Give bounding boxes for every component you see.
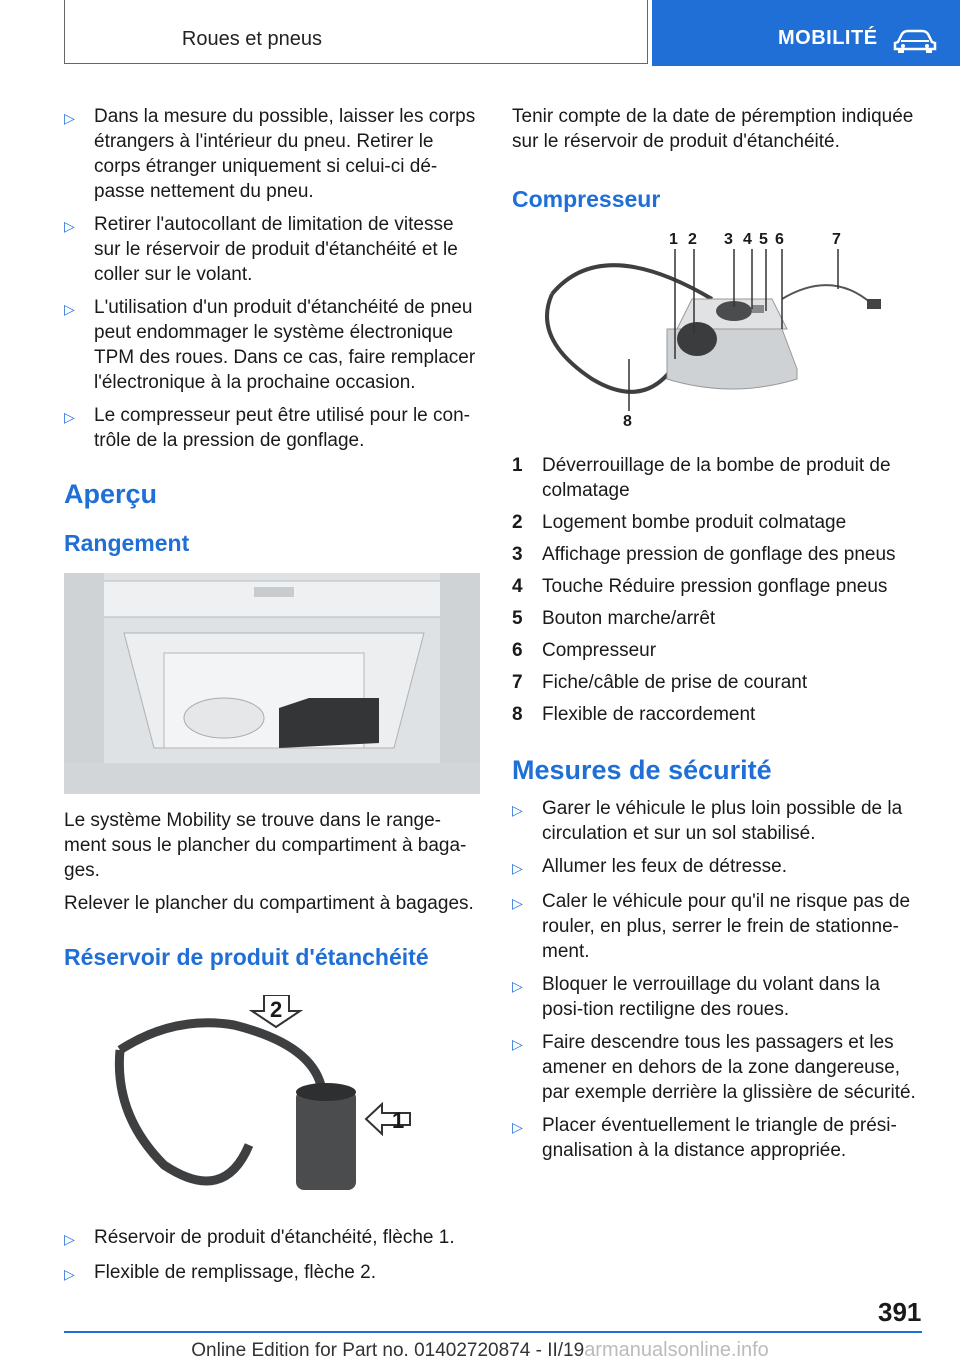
list-item: ▷ Flexible de remplissage, flèche 2. [64,1260,482,1287]
list-item: ▷ Placer éventuellement le triangle de prési-gnalisation à la distance appropriée. [512,1115,897,1161]
expiry-paragraph: Tenir compte de la date de péremption indiquée sur le réservoir de produit d'étanchéité. [512,106,914,152]
figure-label: 8 [623,413,632,430]
storage-paragraph: Le système Mobility se trouve dans le range-ment sous le plancher du compartiment à baga-ges. [64,810,467,881]
figure-label: 3 [724,231,733,248]
list-item: ▷ Bloquer le verrouillage du volant dans la posi-tion rectiligne des roues. [512,974,880,1020]
triangle-bullet-icon: ▷ [64,301,75,317]
chapter-title: MOBILITÉ [778,27,878,49]
triangle-bullet-icon: ▷ [64,409,75,425]
triangle-bullet-icon: ▷ [64,1266,75,1282]
figure-label: 1 [392,1108,405,1133]
figure-label: 2 [688,231,697,248]
reservoir-figure [64,995,480,1205]
triangle-bullet-icon: ▷ [512,895,523,911]
right-column [512,104,924,1171]
list-item: ▷ Allumer les feux de détresse. [512,854,924,881]
triangle-bullet-icon: ▷ [512,978,523,994]
list-item: ▷ L'utilisation d'un produit d'étanchéité de pneu peut endommager le système électronique TPM des roues. Dans ce cas, faire remplacer l'électronique à la prochaine occasion. [64,297,476,393]
chapter-tab[interactable] [652,0,960,66]
left-column [64,104,482,1295]
triangle-bullet-icon: ▷ [512,802,523,818]
list-item: ▷ Garer le véhicule le plus loin possible de la circulation et sur un sol stabilisé. [512,798,903,844]
trunk-photo [64,573,480,794]
page-number: 391 [878,1297,922,1327]
figure-label: 5 [759,231,768,248]
heading-compressor: Compresseur [512,186,661,212]
storage-paragraph: Relever le plancher du compartiment à bagages. [64,893,474,914]
triangle-bullet-icon: ▷ [64,218,75,234]
list-item: ▷ Le compresseur peut être utilisé pour le con-trôle de la pression de gonflage. [64,405,470,451]
figure-label: 7 [832,231,841,248]
figure-label: 4 [743,231,752,248]
figure-label: 2 [270,997,283,1022]
triangle-bullet-icon: ▷ [64,1231,75,1247]
car-icon [892,28,938,59]
triangle-bullet-icon: ▷ [512,860,523,876]
watermark-text: armanualsonline.info [584,1339,769,1361]
legend-item: 2 Logement bombe produit colmatage [512,512,847,533]
legend-item: 7 Fiche/câble de prise de courant [512,672,808,693]
list-item: ▷ Réservoir de produit d'étanchéité, flèche 1. [64,1225,482,1252]
list-item: ▷ Caler le véhicule pour qu'il ne risque pas de rouler, en plus, serrer le frein de stationne-ment. [512,891,911,962]
header-section-box [64,0,648,64]
footer-edition [0,1339,960,1362]
figure-label: 1 [669,231,678,248]
heading-reservoir: Réservoir de produit d'étanchéité [64,944,429,970]
list-item: ▷ Dans la mesure du possible, laisser les corps étrangers à l'intérieur du pneu. Retirer le corps étranger uniquement si celui-ci dé-passe nettement du pneu. [64,106,476,202]
triangle-bullet-icon: ▷ [64,110,75,126]
footer-divider [64,1331,922,1333]
compressor-figure [512,231,924,439]
heading-storage: Rangement [64,530,190,556]
section-title: Roues et pneus [181,28,322,50]
legend-item: 8 Flexible de raccordement [512,704,756,725]
legend-item: 5 Bouton marche/arrêt [512,608,716,629]
list-item: ▷ Retirer l'autocollant de limitation de vitesse sur le réservoir de produit d'étanchéité et le coller sur le volant. [64,214,458,285]
triangle-bullet-icon: ▷ [512,1036,523,1052]
triangle-bullet-icon: ▷ [512,1119,523,1135]
compressor-legend [512,453,924,727]
legend-item: 6 Compresseur [512,640,657,661]
legend-item: 4 Touche Réduire pression gonflage pneus [512,576,888,597]
figure-label: 6 [775,231,784,248]
heading-safety: Mesures de sécurité [512,755,772,785]
edition-text: Online Edition for Part no. 01402720874 - II/19 [191,1340,585,1361]
legend-item: 3 Affichage pression de gonflage des pneus [512,544,896,565]
legend-item: 1 Déverrouillage de la bombe de produit de colmatage [512,455,891,501]
heading-overview: Aperçu [64,479,158,509]
list-item: ▷ Faire descendre tous les passagers et les amener en dehors de la zone dangereuse, par exemple derrière la glissière de sécurité. [512,1032,916,1103]
